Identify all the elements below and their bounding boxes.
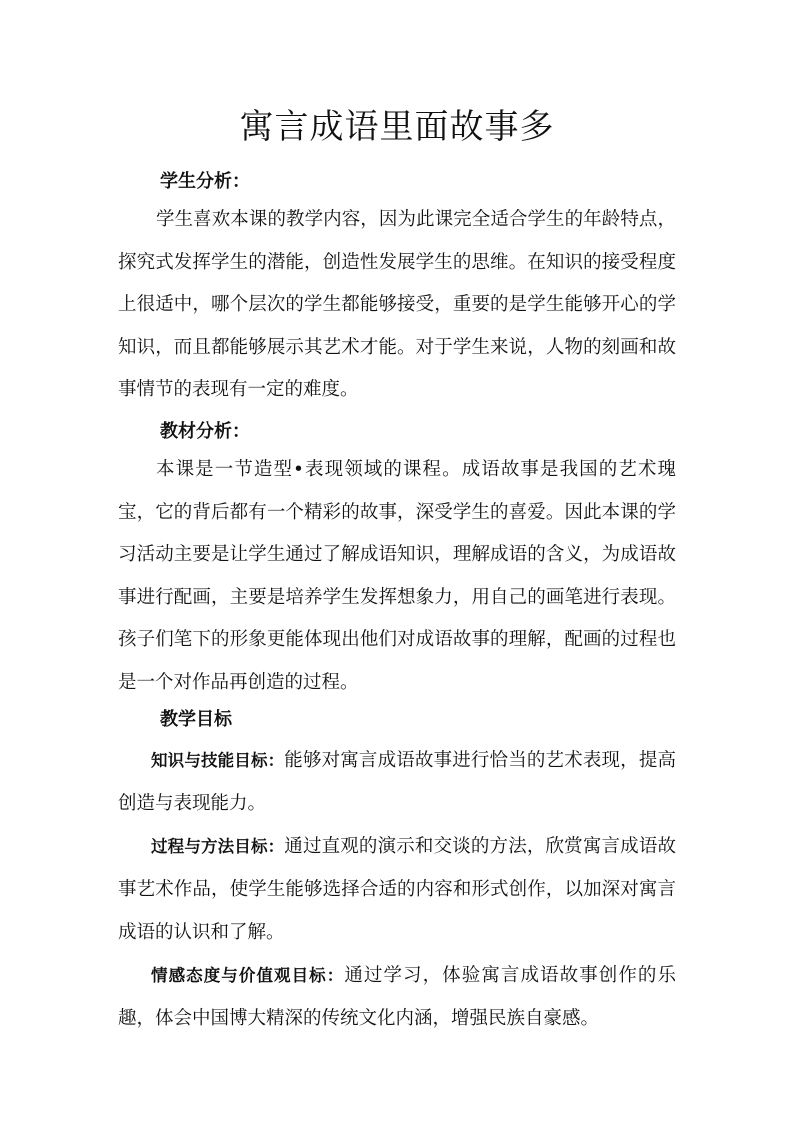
process-method-goal-label: 过程与方法目标：	[151, 837, 285, 856]
emotion-value-goal-label: 情感态度与价值观目标：	[151, 966, 345, 985]
emotion-value-goal-text: 通过学习，体验寓言成语故事创作的乐趣，体会中国博大精深的传统文化内涵，增强民族自豪感。	[118, 965, 676, 1029]
knowledge-skill-goal	[118, 739, 676, 825]
student-analysis-paragraph: 学生喜欢本课的教学内容，因为此课完全适合学生的年龄特点，探究式发挥学生的潜能，创造性发展学生的思维。在知识的接受程度上很适中，哪个层次的学生都能够接受，重要的是学生能够开心的学知识，而且都能够展示其艺术才能。对于学生来说，人物的刻画和故事情节的表现有一定的难度。	[118, 209, 676, 401]
page-title: 寓言成语里面故事多	[239, 107, 555, 147]
teaching-goals-heading: 教学目标	[160, 709, 232, 730]
knowledge-skill-goal-label: 知识与技能目标：	[151, 751, 285, 770]
emotion-value-goal	[118, 954, 676, 1040]
process-method-goal	[118, 825, 676, 954]
material-analysis-paragraph: 本课是一节造型•表现领域的课程。成语故事是我国的艺术瑰宝，它的背后都有一个精彩的故事，深受学生的喜爱。因此本课的学习活动主要是让学生通过了解成语知识，理解成语的含义，为成语故事进行配画，主要是培养学生发挥想象力，用自己的画笔进行表现。孩子们笔下的形象更能体现出他们对成语故事的理解，配画的过程也是一个对作品再创造的过程。	[118, 459, 676, 693]
process-method-goal-text: 通过直观的演示和交谈的方法，欣赏寓言成语故事艺术作品，使学生能够选择合适的内容和形式创作，以加深对寓言成语的认识和了解。	[118, 836, 676, 943]
student-analysis-heading: 学生分析：	[160, 171, 250, 192]
material-analysis-heading: 教材分析：	[160, 421, 250, 442]
knowledge-skill-goal-text: 能够对寓言成语故事进行恰当的艺术表现，提高创造与表现能力。	[118, 750, 676, 814]
